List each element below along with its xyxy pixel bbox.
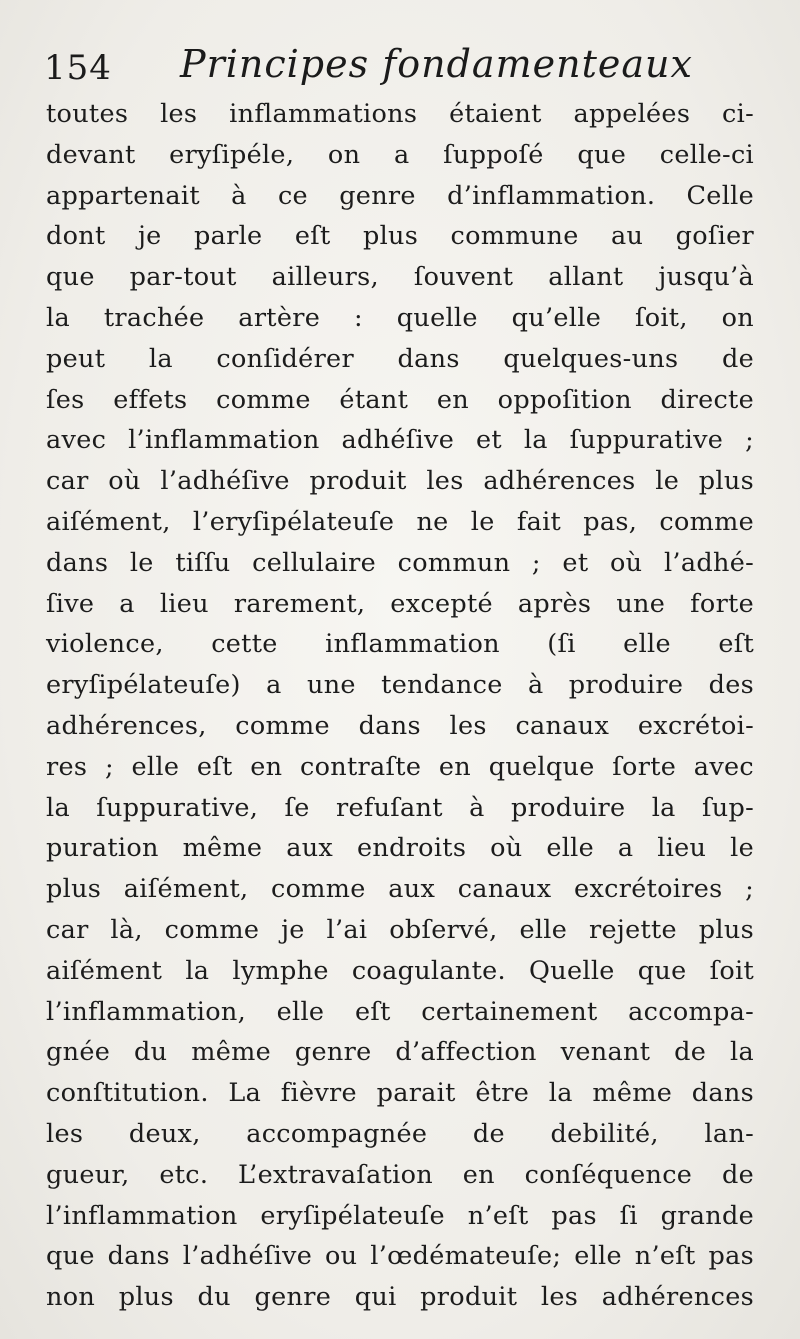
text-line: devant eryſipéle, on a ſuppoſé que celle-ci <box>46 139 754 170</box>
text-line: les deux, accompagnée de debilité, lan- <box>46 1118 754 1149</box>
text-line: car là, comme je l’ai obſervé, elle rejette plus <box>46 914 754 945</box>
text-line: que par-tout ailleurs, ſouvent allant jusqu’à <box>46 262 754 293</box>
text-line: ſes effets comme étant en oppoſition directe <box>46 384 754 415</box>
page-number: 154 <box>44 48 112 88</box>
running-title: Principes fondamenteaux <box>180 42 693 86</box>
text-line: aiſément, l’eryſipélateuſe ne le fait pas, comme <box>46 506 754 537</box>
text-line: l’inflammation, elle eſt certainement accompa- <box>46 996 754 1027</box>
text-line: gueur, etc. L’extravaſation en conſéquence de <box>46 1159 754 1190</box>
text-line: violence, cette inflammation (ſi elle eſt <box>46 629 754 660</box>
text-line: la ſuppurative, ſe refuſant à produire la ſup- <box>46 792 754 823</box>
text-line: adhérences, comme dans les canaux excrétoi- <box>46 710 754 741</box>
page-header <box>44 38 764 94</box>
text-line: avec l’inflammation adhéſive et la ſuppurative ; <box>46 425 754 456</box>
text-line: peut la conſidérer dans quelques-uns de <box>46 343 754 374</box>
text-line: dans le tiſſu cellulaire commun ; et où l’adhé- <box>46 547 754 578</box>
text-line: puration même aux endroits où elle a lieu le <box>46 833 754 864</box>
text-line: que dans l’adhéſive ou l’œdémateuſe; elle n’eſt pas <box>46 1241 754 1272</box>
text-line: toutes les inflammations étaient appelées ci- <box>46 99 754 129</box>
text-line: plus aiſément, comme aux canaux excrétoires ; <box>46 874 754 905</box>
text-line: aiſément la lymphe coagulante. Quelle que ſoit <box>46 955 754 986</box>
text-line: eryſipélateuſe) a une tendance à produire des <box>46 670 754 701</box>
text-line: dont je parle eſt plus commune au goſier <box>46 221 754 252</box>
text-line: conſtitution. La fièvre parait être la même dans <box>46 1078 754 1109</box>
text-line: appartenait à ce genre d’inflammation. Celle <box>46 180 754 211</box>
text-line: ſive a lieu rarement, excepté après une forte <box>46 588 754 619</box>
text-line: l’inflammation eryſipélateuſe n’eſt pas ſi grande <box>46 1200 754 1231</box>
body-text <box>46 94 754 1318</box>
text-line: res ; elle eſt en contraſte en quelque ſorte avec <box>46 751 754 782</box>
text-line: gnée du même genre d’affection venant de la <box>46 1037 754 1068</box>
text-line: car où l’adhéſive produit les adhérences le plus <box>46 466 754 497</box>
text-line: la trachée artère : quelle qu’elle ſoit, on <box>46 302 754 333</box>
text-line: non plus du genre qui produit les adhérences <box>46 1282 754 1313</box>
